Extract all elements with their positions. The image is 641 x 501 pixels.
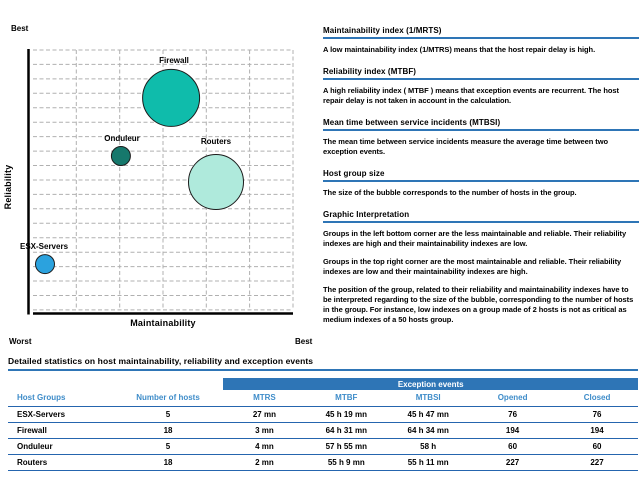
- section-mtbsi: [323, 118, 639, 157]
- exception-events-header: Exception events: [223, 378, 638, 390]
- table-cell: 3 mn: [255, 426, 274, 435]
- table-cell: 18: [163, 458, 173, 467]
- column-header-closed: Closed: [583, 393, 611, 402]
- table-cell: 194: [505, 426, 520, 435]
- bubble-esx-servers[interactable]: [36, 255, 55, 274]
- section-paragraph: The size of the bubble corresponds to the number of hosts in the group.: [323, 188, 577, 197]
- group-header-row: [8, 378, 638, 390]
- table-cell: 60: [592, 442, 602, 451]
- table-cell: 76: [508, 410, 518, 419]
- column-header-host-groups: Host Groups: [17, 393, 66, 402]
- table-cell: 45 h 19 mn: [325, 410, 367, 419]
- table-cell: 27 mn: [252, 410, 276, 419]
- section-paragraph: Groups in the top right corner are the most maintainable and reliable. Their reliability indexes are low and their maintainability indexes are high.: [323, 257, 622, 276]
- table-row: [8, 439, 638, 455]
- section-heading: Graphic Interpretation: [323, 210, 639, 223]
- bubble-chart-svg: [0, 0, 320, 355]
- table-cell: 55 h 9 mn: [327, 458, 365, 467]
- column-header-mtrs: MTRS: [253, 393, 276, 402]
- table-row: [8, 455, 638, 471]
- section-paragraph: A high reliability index ( MTBF ) means that exception events are recurrent. The host repair delay is not taken in account in the calculation.: [323, 86, 619, 105]
- column-header-number-of-hosts: Number of hosts: [136, 393, 200, 402]
- table-cell: 2 mn: [255, 458, 274, 467]
- column-header-mtbsi: MTBSI: [415, 393, 441, 402]
- y-axis-title: Reliability: [3, 164, 13, 210]
- bubble-routers[interactable]: [189, 155, 244, 210]
- section-graphic-interpretation: [323, 210, 639, 325]
- stats-table: [8, 378, 638, 471]
- section-paragraph: Groups in the left bottom corner are the less maintainable and reliable. Their reliability indexes are high and their maintainability indexes are low.: [323, 229, 627, 248]
- table-cell: 64 h 34 mn: [407, 426, 449, 435]
- section-heading: Maintainability index (1/MRTS): [323, 26, 639, 39]
- bubble-label-firewall: Firewall: [159, 56, 189, 65]
- section-maintainability-index: [323, 26, 639, 55]
- table-cell: 64 h 31 mn: [325, 426, 367, 435]
- section-paragraph: The mean time between service incidents measure the average time between two exception events.: [323, 137, 609, 156]
- chart-bubbles: [20, 56, 244, 274]
- section-reliability-index: [323, 67, 639, 106]
- stats-table-title: Detailed statistics on host maintainability, reliability and exception events: [8, 356, 638, 371]
- table-cell: 55 h 11 mn: [407, 458, 449, 467]
- y-axis-best-label: Best: [11, 24, 29, 33]
- stats-section: [8, 356, 638, 471]
- section-paragraph: The position of the group, related to their reliability and maintainability indexes have to be interpreted regarding to the size of the bubble, corresponding to the number of hosts in the group. For instance, low indexes on a group made of 2 hosts is not as critical as medium indexes of a 50 hosts group.: [323, 285, 634, 324]
- table-cell: 60: [508, 442, 518, 451]
- table-cell: 45 h 47 mn: [407, 410, 449, 419]
- bubble-firewall[interactable]: [143, 69, 200, 126]
- x-axis-best-label: Best: [295, 337, 313, 346]
- table-cell: 57 h 55 mn: [325, 442, 367, 451]
- explanation-panel: [323, 26, 639, 337]
- section-heading: Reliability index (MTBF): [323, 67, 639, 80]
- section-heading: Host group size: [323, 169, 639, 182]
- bubble-label-routers: Routers: [200, 137, 232, 146]
- table-cell: 76: [592, 410, 602, 419]
- table-cell: Routers: [17, 458, 48, 467]
- table-cell: 227: [590, 458, 604, 467]
- bubble-label-onduleur: Onduleur: [104, 134, 140, 143]
- bubble-chart: [0, 0, 320, 355]
- section-paragraph: A low maintainability index (1/MTRS) means that the host repair delay is high.: [323, 45, 596, 54]
- bubble-label-esx-servers: ESX-Servers: [19, 242, 69, 251]
- table-row: [8, 423, 638, 439]
- stats-table-body: [8, 407, 638, 471]
- group-header-spacer: [8, 378, 223, 390]
- table-cell: 194: [590, 426, 604, 435]
- column-header-mtbf: MTBF: [335, 393, 358, 402]
- table-cell: 58 h: [420, 442, 437, 451]
- column-header-opened: Opened: [497, 393, 528, 402]
- section-host-group-size: [323, 169, 639, 198]
- table-cell: Firewall: [17, 426, 47, 435]
- table-cell: 18: [163, 426, 173, 435]
- table-row: [8, 407, 638, 423]
- bubble-onduleur[interactable]: [111, 147, 130, 166]
- table-cell: 227: [505, 458, 520, 467]
- x-axis-title: Maintainability: [130, 318, 196, 328]
- table-cell: 4 mn: [255, 442, 274, 451]
- table-cell: 5: [165, 442, 171, 451]
- axis-worst-label: Worst: [9, 337, 32, 346]
- section-heading: Mean time between service incidents (MTBSI): [323, 118, 639, 131]
- table-cell: 5: [165, 410, 171, 419]
- table-cell: ESX-Servers: [17, 410, 66, 419]
- table-cell: Onduleur: [17, 442, 53, 451]
- column-header-row: [8, 390, 638, 407]
